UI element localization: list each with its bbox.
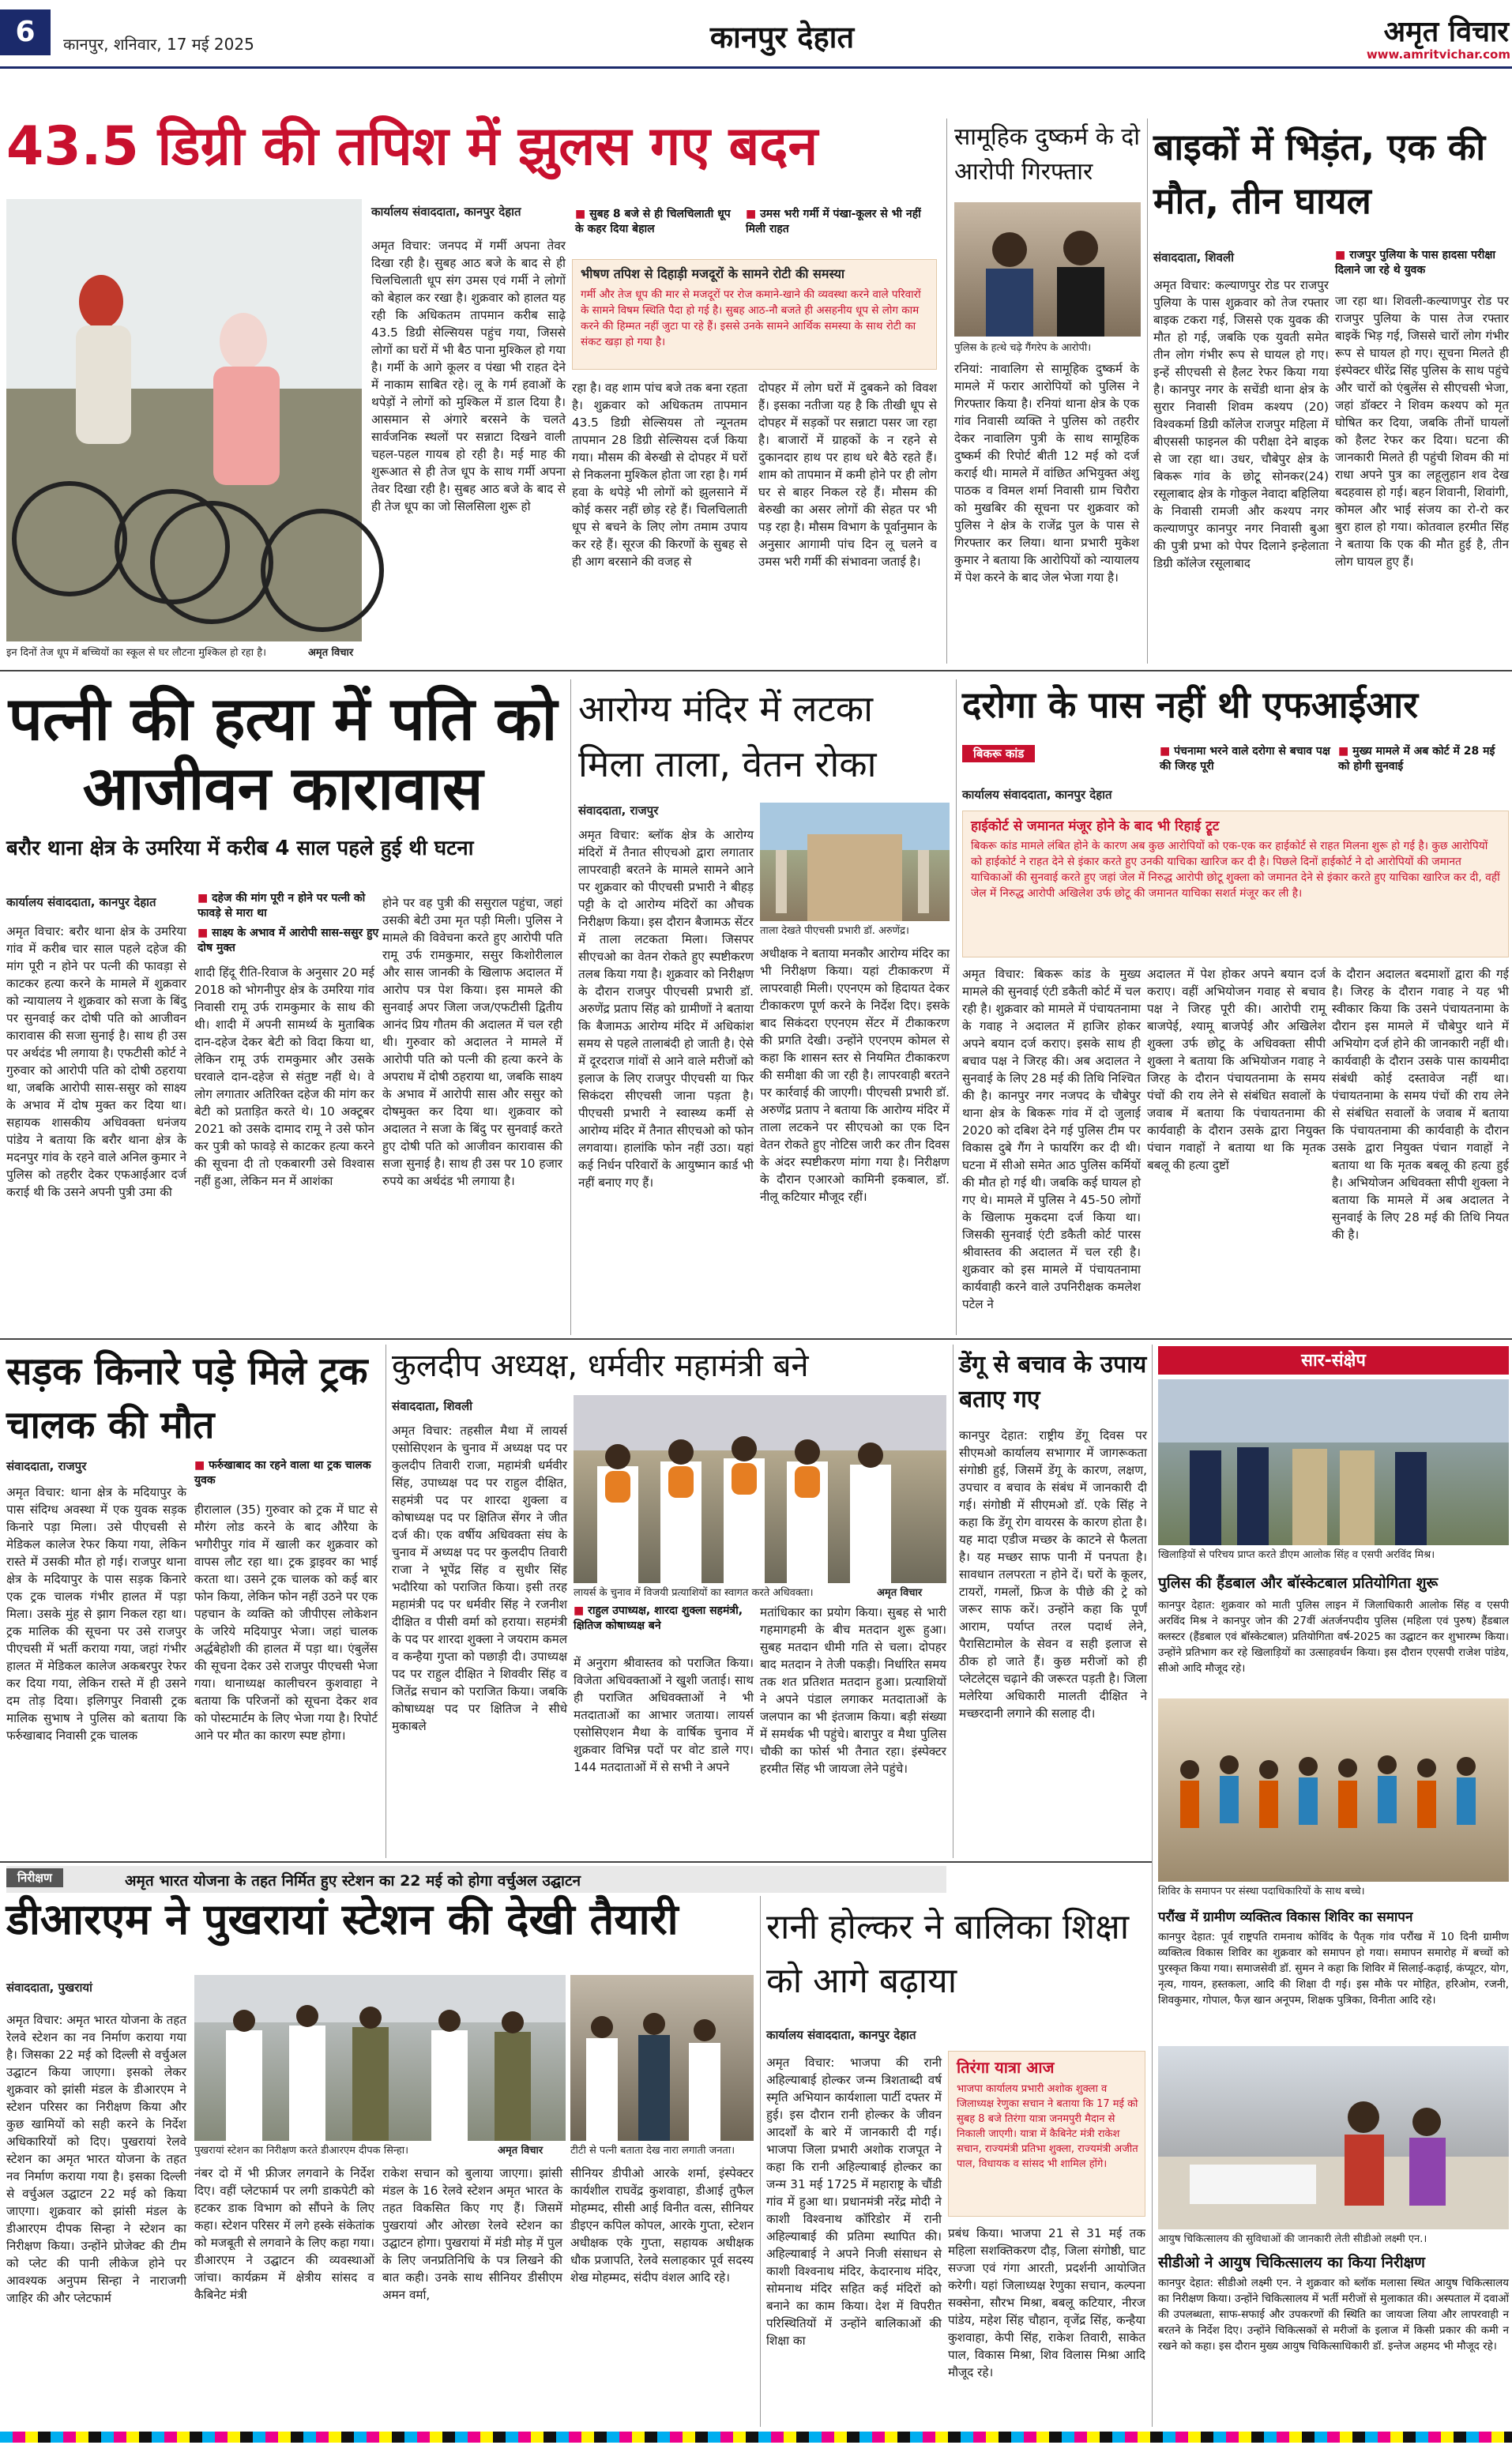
bikes-byline: संवाददाता, शिवली <box>1153 250 1235 265</box>
truck-col2: हीरालाल (35) गुरुवार को ट्रक में घाट से मौरंग लोड करने के बाद औरैया के भगौरीपुर गांव में खाली कर शुक्रवार को वापस लौट रहा था। ट्रक ड्राइवर का भाई करता था। उसने ट्रक चालक को कई बार फोन किया, लेकिन फोन नहीं उठने पर एक पहचान के व्यक्ति को जीपीएस लोकेशन के जरिये मदियापुर भेजा। जहां चालक अर्द्धबेहोशी की हालत में पड़ा था। एंबुलेंस की सूचना देकर उसे राजपुर पीएचसी भेजा गया। थानाध्यक्ष कालीचरन कुशवाहा ने बताया कि परिजनों को सूचना देकर शव को पोस्टमार्टम के लिए भेजा गया है। रिपोर्ट आने पर मौत का कारण स्पष्ट होगा। <box>194 1503 378 1743</box>
sar-title-bar <box>1158 1346 1509 1375</box>
dengue-headline: डेंगू से बचाव के उपाय बताए गए <box>959 1351 1147 1413</box>
bikes-headline: बाइकों में भिड़ंत, एक की मौत, तीन घायल <box>1153 126 1486 222</box>
truck-col1: अमृत विचार: थाना क्षेत्र के मदियापुर के पास संदिग्ध अवस्था में एक युवक सड़क किनारे पड़ा मिला। उसे पीएचसी से मेडिकल कालेज रेफर किया गया, लेकिन रास्ते में उसकी मौत हो गई। राजपुर थाना क्षेत्र के मदियापुर के पास सड़क किनारे एक ट्रक चालक गंभीर हालत में पड़ा मिला। उसके मुंह से झाग निकल रहा था। ट्रक मालिक की सूचना पर उसे राजपुर पीएचसी में भर्ती कराया गया, जहां गंभीर हालत में मेडिकल कालेज अकबरपुर रेफर कर दिया गया, लेकिन रास्ते में ही उसने दम तोड़ दिया। इलिगपुर निवासी ट्रक मालिक सुभाष ने पुलिस को बताया कि फर्रुखाबाद निवासी ट्रक चालक <box>6 1485 186 1743</box>
page-number: 6 <box>0 9 51 55</box>
wife-subhead: बरौर थाना क्षेत्र के उमरिया में करीब 4 साल पहले हुई थी घटना <box>6 837 474 860</box>
ayush-hospital-illustration <box>1158 2046 1509 2229</box>
heat-box-text: गर्मी और तेज धूप की मार से मजदूरों पर रोज कमाने-खाने की व्यवस्था करने वाले परिवारों के सामने विषम स्थिति पैदा हो गई है। सुबह आठ-नौ बजते ही असहनीय धूप से लोग काम करने की हिम्मत नहीं जुटा पा रहे हैं। इससे उनके सामने आर्थिक समस्या के साथ रोटी का संकट खड़ा हो गया है। <box>581 288 921 348</box>
drm-col4: सीनियर डीपीओ आरके शर्मा, इंस्पेक्टर कार्यशील राघवेंद्र कुशवाहा, डीआई तुफैल मोहम्मद, सीसी आई विनीत वत्स, सीनियर डीइएन कपिल कोपल, आरके गुप्ता, स्टेशन अधीक्षक एके गुप्ता, सहायक अधीक्षक धौक प्रजापति, रेलवे सलाहकार पूर्व सदस्य शेख मोहम्मद, संदीप वंशल आदि रहे। <box>570 2166 754 2285</box>
drm-col2: नंबर दो में भी फ्रीजर लगवाने के निर्देश दिए। वहीं प्लेटफार्म पर लगी डाकपेटी को हटकर डाक विभाग को सौंपने के लिए कहा। स्टेशन परिसर में लगे हस्के संकेतांक को मजबूती से लगवाने के लिए कहा गया। डीआरएम ने उद्घाटन की व्यवस्थाओं जांचा। कार्यक्रम में क्षेत्रीय सांसद व कैबिनेट मंत्री <box>194 2166 374 2302</box>
bikes-col1: अमृत विचार: कल्याणपुर रोड पर राजपुर पुलिया के पास शुक्रवार को तेज रफ्तार बाइक टकरा गई, जिससे एक युवक की मौत हो गई, जबकि एक युवती समेत तीन लोग गंभीर रूप से घायल हो गए। इन्हें सीएचसी से हैलट रेफर किया गया है। कानपुर नगर के सचेंडी थाना क्षेत्र के सुरार निवासी शिवम कश्यप (20) विश्वकर्मा डिग्री कॉलेज राजपुर महिला में बीएससी फाइनल की परीक्षा देने बाइक से जा रहा था। उधर, चौबेपुर क्षेत्र के बिकरू गांव के छोटू सोनकर(24) रसूलाबाद क्षेत्र के गोकुल नेवादा बहिलिया के निवासी रामजी और कश्यप नगर कल्याणपुर कानपुर नगर निवासी बुआ की पुत्री प्रभा को पेपर दिलाने इन्हेलाता डिग्री कॉलेज रसूलाबाद <box>1153 278 1329 570</box>
drm-photo-credit: अमृत विचार <box>498 2145 543 2157</box>
heat-photo-credit: अमृत विचार <box>308 647 354 659</box>
sar-item1-headline: पुलिस की हैंडबाल और बॉस्केटबाल प्रतियोगिता शुरू <box>1158 1574 1439 1592</box>
station-inspection-illustration <box>194 1975 566 2141</box>
wife-kicker-1: ■ दहेज की मांग पूरी न होने पर पत्नी को फावड़े से मारा था <box>197 891 379 923</box>
girls-cycling-illustration <box>6 199 362 641</box>
heat-col2: रहा है। वह शाम पांच बजे तक बना रहता है। शुक्रवार को अधिकतम तापमान 43.5 डिग्री सेल्सियस तो न्यूनतम तापमान 28 डिग्री सेल्सियस दर्ज किया गया। मौसम की बेरुखी से दोपहर में घरों से निकलना मुश्किल होता जा रहा है। गर्म हवा के थपेड़े भी लोगों को झुलसाने में कोई कसर नहीं छोड़ रहे हैं। चिलचिलाती धूप से बचने के लिए लोग तमाम उपाय कर रहे हैं। सूरज की किरणों के सुबह से ही आग बरसाने की वजह से <box>572 381 747 569</box>
daroga-tag: बिकरू कांड <box>962 745 1035 762</box>
kuldeep-byline: संवाददाता, शिवली <box>392 1399 473 1413</box>
lawyers-group-illustration <box>574 1395 946 1583</box>
arogya-photo <box>760 803 950 921</box>
wife-headline: पत्नी की हत्या में पति को आजीवन कारावास <box>8 683 558 823</box>
heat-photo-caption: इन दिनों तेज धूप में बच्चियों का स्कूल से घर लौटना मुश्किल हो रहा है। <box>6 647 267 659</box>
kuldeep-headline: कुलदीप अध्यक्ष, धर्मवीर महामंत्री बने <box>392 1348 809 1384</box>
kuldeep-col2: मतांधिकार का प्रयोग किया। सुबह से भारी गहमागहमी के बीच मतदान शुरू हुआ। सुबह मतदान धीमी गति से चला। दोपहर बाद मतदान ने तेजी पकड़ी। निर्धारित समय तक शत प्रतिशत मतदान हुआ। प्रत्याशियों ने अपने पंडाल लगाकर मतदाताओं के जलपान का भी इंतजाम किया। बड़ी संख्या में समर्थक भी पहुंचे। बारापुर व मैथा पुलिस चौकी का फोर्स भी तैनात रहा। इंस्पेक्टर हरमीत सिंह भी जायजा लेने पहुंचे। <box>760 1605 946 1776</box>
sar-item2-text: कानपुर देहात: पूर्व राष्ट्रपति रामनाथ कोविंद के पैतृक गांव परौंख में 10 दिनी ग्रामीण व्यक्तित्व विकास शिविर का शुक्रवार को समापन हो गया। समापन समारोह में बच्चों को पुरस्कृत किया गया। समाजसेवी डॉ. सुमन ने कहा कि शिविर में सिलाई-कढ़ाई, कंप्यूटर, योग, नृत्य, गायन, हस्तकला, आदि की शिक्षा दी गई। इस मौके पर मोहित, हरिओम, रजनी, शिवकुमार, गोपाल, फैज़ खान अनूपम, शिक्षक पुत्रिका, विनीता आदि रहे। <box>1158 1931 1509 2007</box>
heat-photo <box>6 199 362 641</box>
heat-byline: कार्यालय संवाददाता, कानपुर देहात <box>371 205 521 219</box>
drm-strap-bar <box>6 1866 946 1893</box>
sar-title: सार-संक्षेप <box>1301 1351 1366 1371</box>
gangrape-text: रनियां: नावालिग से सामूहिक दुष्कर्म के मामले में फरार आरोपियों को पुलिस ने गिरफ्तार किया है। रनियां थाना क्षेत्र के एक गांव निवासी व्यक्ति ने पुलिस को तहरीर देकर नावालिग पुत्री के साथ सामूहिक दुष्कर्म की रिपोर्ट बीती 12 मई को दर्ज कराई थी। मामले में वांछित अभियुक्त अंशु पाठक व विमल शर्मा निवासी ग्राम चिरौरा को मुखबिर की सूचना पर शुक्रवार को पुलिस ने क्षेत्र के राजेंद्र पुल के पास से गिरफ्तार कर लिया। थाना प्रभारी मुकेश कुमार ने बताया कि आरोपियों को न्यायालय में पेश करने के बाद जेल भेजा गया है। <box>954 362 1139 585</box>
sar-photo-1-caption: खिलाड़ियों से परिचय प्राप्त करते डीएम आलोक सिंह व एसपी अरविंद मिश्र। <box>1158 1549 1435 1561</box>
wife-col3: होने पर वह पुत्री की ससुराल पहुंचा, जहां उसकी बेटी उमा मृत पड़ी मिली। पुलिस ने मामले की विवेचना करते हुए आरोपी पति रामू उर्फ रामकुमार, ससुर किशोरीलाल और सास जानकी के खिलाफ अदालत में आरोप पत्र पेश किया। इस मामले की सुनवाई अपर जिला जज/एफटीसी द्वितीय आनंद प्रिय गौतम की अदालत में चल रही थी। गुरुवार को अदालत ने मामले में आरोपी पति को पत्नी की हत्या करने के अपराध में दोषी ठहराया था, जबकि साक्ष्य के अभाव में आरोपी सास और ससुर को दोषमुक्त कर दिया था। शुक्रवार को अदालत ने सजा के बिंदु पर सुनवाई करते हुए दोषी पति को आजीवन कारावास की सजा सुनाई है। साथ ही उस पर 10 हजार रुपये का अर्थदंड भी लगाया है। <box>382 896 562 1188</box>
heat-box-title: भीषण तपिश से दिहाड़ी मजदूरों के सामने रोटी की समस्या <box>581 266 845 281</box>
arogya-byline: संवाददाता, राजपुर <box>578 803 659 818</box>
dengue-text: कानपुर देहात: राष्ट्रीय डेंगू दिवस पर सीएमओ कार्यालय सभागार में जागरूकता संगोष्ठी हुई, जिसमें डेंगू के कारण, लक्षण, उपचार व बचाव के संबंध में जानकारी दी गई। संगोष्ठी में सीएमओ डॉ. एके सिंह ने कहा कि डेंगू रोग वायरस के कारण होता है। यह मादा एडीज मच्छर के काटने से फैलता है। यह मच्छर साफ पानी में पनपता है। सावधान तलपरता न होने दें। घरों के कूलर, टायरों, गमलों, फ्रिज के पीछे की ट्रे को जरूर साफ करें। उन्होंने कहा कि पूर्णं आराम, पर्याप्त तरल पदार्थ लेने, पैरासिटामोल के सेवन व सही इलाज से ठीक हो जाते हैं। कुछ मरीजों को ही प्लेटलेट्स चढ़ाने की जरूरत पड़ती है। जिला मलेरिया अधिकारी मालती दीक्षित ने मच्छरदानी लगाने की सलाह दी। <box>959 1428 1147 1721</box>
gangrape-photo-caption: पुलिस के हत्थे चढ़े गैंगरेप के आरोपी। <box>954 342 1092 354</box>
kuldeep-photo-caption: लायर्स के चुनाव में विजयी प्रत्याशियों का स्वागत करते अधिवक्ता। <box>574 1587 814 1599</box>
arogya-headline: आरोग्य मंदिर में लटका मिला ताला, वेतन रोका <box>578 687 877 785</box>
station-crowd-illustration <box>570 1975 754 2141</box>
accused-photo-illustration <box>954 202 1141 337</box>
brand-logo: अमृत विचार <box>1383 15 1509 48</box>
locked-door-illustration <box>760 803 950 921</box>
arogya-col2: अधीक्षक ने बताया मनकौर आरोग्य मंदिर का भी निरीक्षण किया। यहां टीकाकरण में लापरवाही मिली। एएनएम को हिदायत देकर टीकाकरण पूर्ण करने के निर्देश दिए। इसके बाद सिकंदरा एएनएम सेंटर में टीकाकरण की प्रगति देखी। उन्होंने एएनएम कोमल से कहा कि शासन स्तर से नियमित टीकाकरण की समीक्षा की जा रही है। लापरवाही बरतने पर कार्रवाई की जाएगी। पीएचसी प्रभारी डॉ. अरुणेंद्र प्रताप ने बताया कि आरोग्य मंदिर में ताला लटकने पर सीएचओ का एक दिन वेतन रोकते हुए नोटिस जारी कर तीन दिवस के अंदर स्पष्टीकरण मांगा गया है। निरीक्षण के दौरान एआरओ कामिनी इकबाल, डॉ. नीलू कटियार मौजूद रहीं। <box>760 946 950 1204</box>
arogya-photo-caption: ताला देखते पीएचसी प्रभारी डॉ. अरुणेंद्र। <box>760 925 909 937</box>
registration-stripe <box>0 2432 1512 2443</box>
sar-photo-2 <box>1158 1698 1509 1882</box>
heat-col1: अमृत विचार: जनपद में गर्मी अपना तेवर दिखा रही है। सुबह आठ बजे के बाद से ही चिलचिलाती धूप संग उमस एवं गर्मी ने लोगों को बेहाल कर रखा है। शुक्रवार को हालत यह रही कि अधिकतम तापमान करीब साढ़े 43.5 डिग्री सेल्सियस पहुंच गया, जिससे लोगों का घरों में भी बैठ पाना मुश्किल हो गया है। गर्मी के आगे कूलर व पंखा भी राहत देने में नाकाम साबित रहे। लू के गर्म हवाओं के थपेड़ों ने लोगों को मुश्किल में डाल दिया है। आसमान से अंगारे बरसने के चलते सार्वजनिक स्थलों पर सन्नाटा दिखने वाली चहल-पहल गायब हो रही है। मई माह की शुरूआत से ही तेज धूप के साथ गर्मी अपना तेवर दिखा रही है। सुबह आठ बजे के बाद से ही तेज धूप का जो सिलसिला शुरू हो <box>371 239 566 513</box>
drm-strap: अमृत भारत योजना के तहत निर्मित हुए स्टेशन का 22 मई को होगा वर्चुअल उद्घाटन <box>125 1872 581 1890</box>
daroga-col1b: अदालत में पेश होकर अपने बयान दर्ज कराए। वहीं अभियोजन गवाह से बचाव पक्ष ने जिरह पूरी की। आरोपी रामू बाजपेई, श्यामू बाजपेई और अखिलेश शुक्ला उर्फ छोटू के अधिवक्ता सीपी शुक्ला ने बताया कि अभियोजन गवाह ने जिरह के दौरान पंचायतनामा के समय पंचों की राय लेने से संबंधित सवालों के जवाब में बताया कि पंचायतनामा की कार्यवाही के दौरान उसके द्वारा नियुक्त पंचान गवाहों ने बताया था कि मृतक बबलू की हत्या दुष्टों <box>1147 967 1326 1172</box>
daroga-tag-wrap <box>962 746 1152 771</box>
daroga-kicker-1: ■ पंचनामा भरने वाले दरोगा से बचाव पक्ष की जिरह पूरी <box>1160 744 1333 777</box>
kuldeep-photo <box>574 1395 946 1583</box>
kuldeep-col1: अमृत विचार: तहसील मैथा में लायर्स एसोसिएशन के चुनाव में अध्यक्ष पद पर कुलदीप तिवारी राजा, महामंत्री धर्मवीर सिंह, उपाध्यक्ष पद पर राहुल दीक्षित, सहमंत्री पद पर शारदा शुक्ला व कोषाध्यक्ष पद पर क्षितिज सेंगर ने जीत दर्ज की। एक वर्षीय अधिवक्ता संघ के चुनाव में अध्यक्ष पद पर कुलदीप तिवारी राजा ने भूपेंद्र सिंह व सुधीर सिंह भदौरिया को पराजित किया। इसी तरह महामंत्री पद पर धर्मवीर सिंह ने रजनीश दीक्षित व पीसी वर्मा को हराया। सहमंत्री के पद पर शारदा शुक्ला ने जयराम कमल व कन्हैया गुप्ता को पछाड़ी दी। उपाध्यक्ष पद पर राहुल दीक्षित ने शिववीर सिंह व जितेंद्र सचान को पराजित किया। जबकि कोषाध्यक्ष पद पर क्षितिज ने सीधे मुकाबले <box>392 1424 567 1733</box>
drm-photo-caption: पुखरायां स्टेशन का निरीक्षण करते डीआरएम दीपक सिन्हा। <box>194 2145 409 2157</box>
bikes-col2: जा रहा था। शिवली-कल्याणपुर रोड पर राजपुर पुलिया के पास तेज रफ्तार बाइकें भिड़ गई, जिससे चारों लोग गंभीर रूप से घायल हो गए। सूचना मिलते ही इंस्पेक्टर धीरेंद्र सिंह पुलिस के साथ पहुंचे और चारों को एंबुलेंस से सीएचसी भेजा, जहां डॉक्टर ने शिवम कश्यप को मृत घोषित कर दिया, जबकि तीनों घायलों को हैलट रेफर कर दिया। घटना की जानकारी मिलते ही पहुंची शिवम की मां राधा अपने पुत्र का लहूलुहान शव देख बदहवास हो गई। बहन शिवानी, शिवांगी, कोमल और भाई संजय का रो-रो कर बुरा हाल हो गया। कोतवाल हरमीत सिंह ने बताया कि एक की मौत हुई है, तीन लोग घायल हुए हैं। <box>1335 294 1509 569</box>
heat-kicker-2: ■ उमस भरी गर्मी में पंखा-कूलर से भी नहीं मिली राहत <box>746 207 932 245</box>
holkar-box <box>948 2051 1145 2217</box>
sar-item1-text: कानपुर देहात: शुक्रवार को माती पुलिस लाइन में जिलाधिकारी आलोक सिंह व एसपी अरविंद मिश्र ने कानपुर जोन की 27वीं अंतर्जनपदीय पुलिस (महिला एवं पुरुष) हैंडबाल क्लस्टर (हैंडबाल एवं बॉस्केटबाल) प्रतियोगिता वर्ष-2025 का उद्घाटन कर शुभारम्भ किया। उन्होंने प्रतिभाग कर रहे खिलाड़ियों का उत्साहवर्धन किया। इस दौरान एएसपी राजेश पांडेय, सीओ आदि मौजूद रहे। <box>1158 1599 1509 1675</box>
gangrape-headline: सामूहिक दुष्कर्म के दो आरोपी गिरफ्तार <box>954 123 1140 186</box>
daroga-headline: दरोगा के पास नहीं थी एफआईआर <box>962 683 1419 726</box>
daroga-byline: कार्यालय संवाददाता, कानपुर देहात <box>962 788 1112 802</box>
holkar-col2: प्रबंध किया। भाजपा 21 से 31 मई तक महिला सशक्तिकरण दौड़, जिला संगोष्ठी, घाट सज्जा एवं गंगा आरती, प्रदर्शनी आयोजित करेगी। यहां जिलाध्यक्ष रेणुका सचान, कल्पना सक्सेना, सौरभ मिश्रा, बबलू कटियार, नीरज पांडेय, महेश सिंह चौहान, वृजेंद्र सिंह, कन्हैया कुशवाहा, केपी सिंह, राकेश तिवारी, साकेत पाल, विकास मिश्रा, शिव विलास मिश्रा आदि मौजूद रहे। <box>948 2226 1145 2379</box>
truck-kicker: ■ फर्रुखाबाद का रहने वाला था ट्रक चालक युवक <box>194 1458 376 1491</box>
sar-photo-2-caption: शिविर के समापन पर संस्था पदाधिकारियों के साथ बच्चे। <box>1158 1886 1365 1898</box>
date-line: कानपुर, शनिवार, 17 मई 2025 <box>63 35 254 54</box>
daroga-box <box>962 811 1509 957</box>
holkar-byline: कार्यालय संवाददाता, कानपुर देहात <box>766 2028 916 2042</box>
holkar-box-text: भाजपा कार्यालय प्रभारी अशोक शुक्ला व जिलाध्यक्ष रेणुका सचान ने बताया कि 17 मई को सुबह 8 बजे तिरंगा यात्रा जनमपुरी मैदान से निकाली जाएगी। यात्रा में कैबिनेट मंत्री राकेश सचान, राज्यमंत्री प्रतिभा शुक्ला, राज्यमंत्री अजीत पाल, विधायक व सांसद भी शामिल होंगे। <box>957 2083 1138 2170</box>
sar-photo-3 <box>1158 2046 1509 2229</box>
daroga-box-text: बिकरू कांड मामले लंबित होने के कारण अब कुछ आरोपियों को एक-एक कर हाईकोर्ट से राहत मिलना शुरू हो गई है। कुछ आरोपियों को हाईकोर्ट ने राहत देने से इंकार करते हुए उनकी याचिका खारिज कर दी है। पिछले दिनों हाईकोर्ट ने दो आरोपियों की जमानत याचिकाओं की सुनवाई करते हुए जहां जेल में निरुद्ध आरोपी छोटू शुक्ला को जमानत देने से इंकार करते हुए याचिका खारिज कर दी, वहीं जेल में निरुद्ध आरोपी अखिलेश उर्फ छोटू की जमानत याचिका सशर्त मंजूर कर ली है। <box>971 840 1500 900</box>
wife-col1: अमृत विचार: बरौर थाना क्षेत्र के उमरिया गांव में करीब चार साल पहले दहेज की मांग पूरी न होने पर पत्नी की फावड़ा से काटकर हत्या करने के मामले में शुक्रवार को न्यायालय ने शुक्रवार को सजा के बिंदु पर सुनवाई कर दोषी पति को आजीवन कारावास की सजा सुनाई है। साथ ही उस पर अर्थदंड भी लगाया है। एफटीसी कोर्ट ने गुरुवार को आरोपी पति को दोषी ठहराया था, जबकि आरोपी सास-ससुर को साक्ष्य के अभाव में दोष मुक्त कर दिया था। सहायक शासकीय अधिवक्ता धनंजय पांडेय ने बताया कि बरौर थाना क्षेत्र के मदनपुर गांव के रहने वाले अनिल कुमार ने पुलिस को तहरीर देकर एफआईआर दर्ज कराई थी कि उसने अपनी पुत्री उमा की <box>6 924 186 1199</box>
truck-byline: संवाददाता, राजपुर <box>6 1459 87 1473</box>
page-header <box>0 0 1512 66</box>
daroga-col1: अमृत विचार: बिकरू कांड के मुख्य मामले की सुनवाई एंटी डकैती कोर्ट में चल रही है। शुक्रवार को मामले में पंचायतनामा के गवाह ने अदालत में हाजिर होकर अपने बयान दर्ज कराए। इसके साथ ही बचाव पक्ष ने जिरह की। अब अदालत ने सुनवाई के लिए 28 मई की तिथि निश्चित की है। कानपुर नगर नजपद के चौबेपुर थाना क्षेत्र के बिकरू गांव में दो जुलाई 2020 को दबिश देने गई पुलिस टीम पर विकास दुबे गैंग ने फायरिंग कर दी थी। घटना में सीओ समेत आठ पुलिस कर्मियों की मौत हो गई थी। जबकि कई घायल हो गए थे। मामले में पुलिस ने 45-50 लोगों के खिलाफ मुकदमा दर्ज किया था। जिसकी सुनवाई एंटी डकैती कोर्ट पारस श्रीवास्तव की अदालत में चल रही है। शुक्रवार को इस मामले में पंचायतनामा कार्यवाही करने वाले उपनिरीक्षक कमलेश पटेल ने <box>962 967 1141 1311</box>
sar-item3-headline: सीडीओ ने आयुष चिकित्सालय का किया निरीक्षण <box>1158 2254 1426 2271</box>
heat-kicker-1: ■ सुबह 8 बजे से ही चिलचिलाती धूप के कहर दिया बेहाल <box>575 207 733 245</box>
truck-headline: सड़क किनारे पड़े मिले ट्रक चालक की मौत <box>6 1349 368 1447</box>
drm-col1: अमृत विचार: अमृत भारत योजना के तहत रेलवे स्टेशन का नव निर्माण कराया गया है। जिसका 22 मई को दिल्ली से वर्चुअल उद्घाटन किया जाएगा। इसको लेकर शुक्रवार को झांसी मंडल के डीआरएम ने स्टेशन परिसर का निरीक्षण किया और कुछ खामियों को सही करने के निर्देश अधिकारियों को दिए। पुखरायां रेलवे स्टेशन का अमृत भारत योजना के तहत नव निर्माण कराया गया है। इसका दिल्ली से वर्चुअल उद्घाटन 22 मई को किया जाएगा। शुक्रवार को झांसी मंडल के डीआरएम दीपक सिन्हा ने स्टेशन का निरीक्षण किया। उन्होंने प्रोजेक्ट की टीम को प्लेट की पानी लीकेज होने पर आवश्यक अनुपम सिन्हा ने नाराजगी जाहिर की और प्लेटफार्म <box>6 2013 186 2305</box>
camp-children-illustration <box>1158 1698 1509 1882</box>
heat-col3: दोपहर में लोग घरों में दुबकने को विवश हैं। इसका नतीजा यह है कि तीखी धूप से दोपहर में सड़कों पर सन्नाटा पसर जा रहा है। बाजारों में ग्राहकों के न रहने से दुकानदार हाथ पर हाथ धरे बैठे रहते हैं। शाम को तापमान में कमी होने पर ही लोग घर से बाहर निकल रहे हैं। मौसम की बेरुखी का असर लोगों की सेहत पर भी पड़ रहा है। मौसम विभाग के पूर्वानुमान के अनुसार आगामी पांच दिन लू चलने व उमस भरी गर्मी की संभावना जताई है। <box>758 381 937 569</box>
holkar-col1: अमृत विचार: भाजपा की रानी अहिल्याबाई होल्कर जन्म त्रिशताब्दी वर्ष स्मृति अभियान कार्यशाला पार्टी दफ्तर में हुई। इस दौरान रानी होल्कर के जीवन आदर्शों के बारे में जानकारी दी गई। भाजपा जिला प्रभारी अशोक राजपूत ने कहा कि रानी अहिल्याबाई होल्कर का जन्म 31 मई 1725 में महाराष्ट्र के चौंडी गांव में हुआ था। प्रधानमंत्री नरेंद्र मोदी ने काशी विश्वनाथ कॉरिडोर में रानी अहिल्याबाई की प्रतिमा स्थापित की। अहिल्याबाई ने अपने निजी संसाधन से काशी विश्वनाथ मंदिर, केदारनाथ मंदिर, सोमनाथ मंदिर सहित कई मंदिरों को बनाने का काम किया। देश में विपरीत परिस्थितियों में उन्होंने बालिकाओं की शिक्षा का <box>766 2056 942 2348</box>
drm-photo-2-caption: टीटी से पत्नी बताता देख नारा लगाती जनता। <box>570 2145 735 2157</box>
holkar-box-title: तिरंगा यात्रा आज <box>957 2058 1055 2077</box>
kuldeep-kicker: ■ राहुल उपाध्यक्ष, शारदा शुक्ला सहमंत्री, क्षितिज कोषाध्यक्ष बने <box>574 1604 754 1651</box>
section-name: कानपुर देहात <box>709 20 855 55</box>
sar-item2-headline: परौंख में ग्रामीण व्यक्तित्व विकास शिविर का समापन <box>1158 1909 1413 1925</box>
daroga-kicker-2: ■ मुख्य मामले में अब कोर्ट में 28 मई को होगी सुनवाई <box>1338 744 1509 777</box>
drm-headline: डीआरएम ने पुखरायां स्टेशन की देखी तैयारी <box>6 1894 679 1944</box>
daroga-box-title: हाईकोर्ट से जमानत मंजूर होने के बाद भी रिहाई ट्रूट <box>971 818 1220 834</box>
police-sports-illustration <box>1158 1379 1509 1545</box>
heat-box <box>572 259 937 370</box>
sar-photo-1 <box>1158 1379 1509 1545</box>
bikes-kicker: ■ राजपुर पुलिया के पास हादसा परीक्षा दिलाने जा रहे थे युवक <box>1335 248 1509 286</box>
heat-headline: 43.5 डिग्री की तपिश में झुलस गए बदन <box>6 115 818 178</box>
drm-col3: राकेश सचान को बुलाया जाएगा। झांसी मंडल के 16 रेलवे स्टेशन अमृत भारत के तहत विकसित किए गए हैं। जिसमें पुखरायां और ओरछा रेलवे स्टेशन का उद्घाटन होगा। पुखरायां में मंडी मोड़ में पुल के लिए जनप्रतिनिधि के पत्र लिखने की बात कही। उनके साथ सीनियर डीसीएम अमन वर्मा, <box>382 2166 562 2302</box>
drm-byline: संवाददाता, पुखरायां <box>6 1980 92 1995</box>
gangrape-photo <box>954 202 1141 337</box>
drm-photo-2 <box>570 1975 754 2141</box>
sar-item3-text: कानपुर देहात: सीडीओ लक्ष्मी एन. ने शुक्रवार को ब्लॉक मलासा स्थित आयुष चिकित्सालय का निरीक्षण किया। उन्होंने चिकित्सालय में भर्ती मरीजों से मुलाकात की। अस्पताल में दवाओं की उपलब्धता, साफ-सफाई और उपकरणों की स्थिति का जायजा लिया और लापरवाही न बरतने के निर्देश दिए। उन्होंने चिकित्सकों से मरीजों के इलाज में किसी प्रकार की कमी न रखने को कहा। इस दौरान मुख्य आयुष चिकित्साधिकारी डॉ. इन्तेज अहमद भी मौजूद रहे। <box>1158 2277 1509 2353</box>
drm-section-tag: निरीक्षण <box>6 1868 63 1887</box>
wife-col2: शादी हिंदू रीति-रिवाज के अनुसार 20 मई 2018 को भोगनीपुर क्षेत्र के उमरिया गांव निवासी रामू उर्फ रामकुमार के साथ की थी। शादी में अपनी सामर्थ्य के मुताबिक दान-दहेज देकर बेटी को विदा किया था, लेकिन रामू उर्फ रामकुमार और उसके घरवाले दान-दहेज से संतुष्ट नहीं थे। वे लोग लगातार अतिरिक्त दहेज की मांग कर बेटी को प्रताड़ित करते थे। 10 अक्टूबर 2021 को उसके दामाद रामू ने उसे फोन कर पुत्री को फावड़े से काटकर हत्या करने की सूचना दी तो एकबारगी उसे विश्वास नहीं हुआ, लेकिन मन में आशंका <box>194 965 374 1188</box>
holkar-headline: रानी होल्कर ने बालिका शिक्षा को आगे बढ़ाया <box>766 1907 1130 2001</box>
wife-kicker-2: ■ साक्ष्य के अभाव में आरोपी सास-ससुर हुए दोष मुक्त <box>197 926 379 957</box>
brand-website[interactable]: www.amritvichar.com <box>1366 47 1510 62</box>
arogya-col1: अमृत विचार: ब्लॉक क्षेत्र के आरोग्य मंदिरों में तैनात सीएचओ द्वारा लगातार लापरवाही बरतने के मामले सामने आने पर शुक्रवार को पीएचसी प्रभारी ने बीहड़ पट्टी के दो आरोग्य मंदिरों का औचक निरीक्षण किया। इस दौरान बैजामऊ सेंटर में ताला लटकता मिला। जिसपर सीएचओ का वेतन रोकते हुए स्पष्टीकरण तलब किया गया है। शुक्रवार को निरीक्षण के दौरान राजपुर पीएचसी प्रभारी डॉ. अरुणेंद्र प्रताप सिंह को ग्रामीणों ने बताया कि बैजामऊ आरोग्य मंदिर में अधिकांश समय से पहले तालाबंदी हो जाती है। ऐसे में दूरदराज गांवों से आने वाले मरीजों को इलाज के लिए राजपुर पीएचसी या फिर सिकंदरा सीएचसी जाना पड़ता है। पीएचसी प्रभारी ने स्वास्थ्य कर्मी से आरोग्य मंदिर में तैनात सीएचओ को फोन लगवाया। हालांकि फोन नहीं उठा। यहां कई निर्धन परिवारों के आयुष्मान कार्ड भी नहीं बनाए गए हैं। <box>578 828 754 1190</box>
kuldeep-photo-credit: अमृत विचार <box>877 1587 923 1599</box>
sar-photo-3-caption: आयुष चिकित्सालय की सुविधाओं की जानकारी लेती सीडीओ लक्ष्मी एन.। <box>1158 2233 1427 2245</box>
daroga-col2: के दौरान अदालत बदमाशों द्वारा की गई है। जिरह के दौरान गवाह ने यह भी स्वीकार किया कि उसने पंचायतनामा के दौरान इस मामले में चौबेपुर थाने में अभियोग दर्ज होने की जानकारी नहीं थी। कार्यवाही के दौरान उसके पास कायमीदा संबंधी कोई दस्तावेज नहीं था। पंचायतनामा के समय पंचों की राय लेने से संबंधित सवालों के जवाब में बताया कि पंचायतनामा की कार्यवाही के दौरान उसके द्वारा नियुक्त पंचान गवाहों ने बताया था कि मृतक बबलू की हत्या हुई है। अभियोजन अधिवक्ता सीपी शुक्ला ने बताया कि मामले में अब अदालत ने सुनवाई के लिए 28 मई की तिथि नियत की है। <box>1332 967 1509 1242</box>
wife-byline: कार्यालय संवाददाता, कानपुर देहात <box>6 895 156 909</box>
drm-photo <box>194 1975 566 2141</box>
kuldeep-col1b: में अनुराग श्रीवास्तव को पराजित किया। विजेता अधिवक्ताओं ने खुशी जताई। साथ ही पराजित अधिवक्ताओं ने भी मतदाताओं का आभार जताया। लायर्स एसोसिएशन मैथा के वार्षिक चुनाव में शुक्रवार विभिन्न पदों पर वोट डाले गए। 144 मतदाताओं में से सभी ने अपने <box>574 1656 754 1774</box>
